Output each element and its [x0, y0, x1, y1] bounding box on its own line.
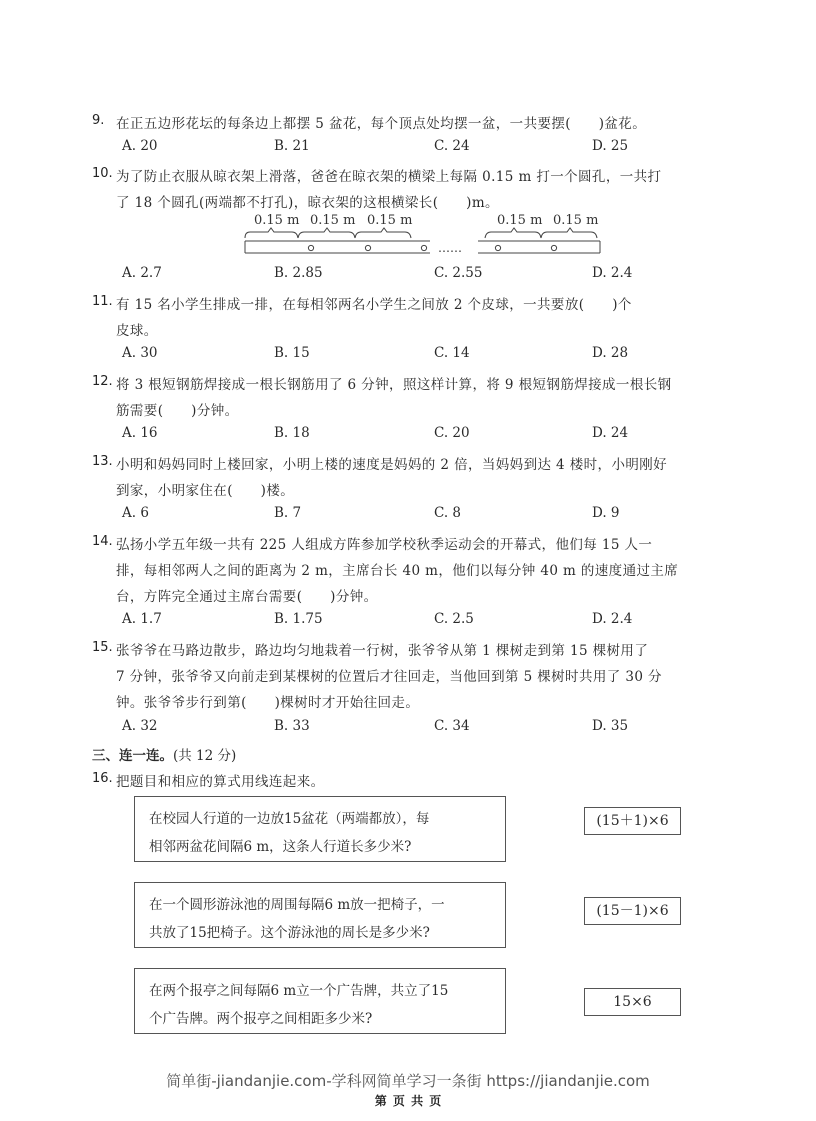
question-text: 小明和妈妈同时上楼回家，小明上楼的速度是妈妈的 2 倍，当妈妈到达 4 楼时，小明刚好	[116, 457, 668, 473]
question-text: 弘扬小学五年级一共有 225 人组成方阵参加学校秋季运动会的开幕式，他们每 15 人一	[116, 537, 653, 553]
option-a[interactable]: A. 6	[122, 505, 149, 521]
page-number: 第 页 共 页	[374, 1094, 442, 1108]
question-text: 钟。张爷爷步行到第( )棵树时才开始往回走。	[116, 695, 420, 711]
problem-line: 相邻两盆花间隔6 m，这条人行道长多少米?	[149, 839, 412, 855]
section-heading	[92, 744, 236, 764]
question-text: 排，每相邻两人之间的距离为 2 m，主席台长 40 m，他们以每分钟 40 m 的速度通过主席	[116, 563, 679, 579]
question-text: 皮球。	[116, 323, 158, 339]
problem-line: 在校园人行道的一边放15盆花（两端都放），每	[149, 811, 430, 827]
option-d[interactable]: D. 28	[592, 345, 629, 361]
option-c[interactable]: C. 8	[434, 505, 462, 521]
option-b[interactable]: B. 1.75	[274, 611, 323, 627]
segment-label: 0.15 m	[497, 213, 543, 228]
problem-line: 在一个圆形游泳池的周围每隔6 m放一把椅子，一	[149, 897, 445, 913]
brace	[485, 228, 541, 238]
question-number: 16.	[92, 771, 113, 786]
segment-label: 0.15 m	[367, 213, 413, 228]
option-c[interactable]: C. 2.55	[434, 265, 483, 281]
question-text: 7 分钟，张爷爷又向前走到某棵树的位置后才往回走，当他回到第 5 棵树时共用了 30 分	[116, 669, 662, 685]
brace	[355, 228, 411, 238]
option-a[interactable]: A. 1.7	[122, 611, 162, 627]
hole	[421, 245, 426, 250]
option-d[interactable]: D. 25	[592, 138, 629, 154]
watermark: 简单街-jiandanjie.com-学科网简单学习一条街 https://jiandanjie.com	[166, 1072, 650, 1090]
question-text: 到家，小明家住在( )楼。	[116, 483, 295, 499]
problem-line: 个广告牌。两个报亭之间相距多少米?	[149, 1011, 373, 1027]
question-number: 12.	[92, 374, 113, 389]
question-text: 把题目和相应的算式用线连起来。	[116, 774, 325, 790]
section-points: (共 12 分)	[173, 748, 237, 764]
brace	[298, 228, 355, 238]
hole	[495, 245, 500, 250]
question-text: 了 18 个圆孔(两端都不打孔)，晾衣架的这根横梁长( )m。	[116, 195, 499, 211]
option-b[interactable]: B. 15	[274, 345, 310, 361]
option-c[interactable]: C. 2.5	[434, 611, 474, 627]
section-title: 三、连一连。	[92, 748, 173, 764]
option-a[interactable]: A. 20	[122, 138, 158, 154]
question-text: 在正五边形花坛的每条边上都摆 5 盆花，每个顶点处均摆一盆，一共要摆( )盆花。	[116, 116, 647, 132]
option-c[interactable]: C. 34	[434, 718, 470, 734]
problem-line: 在两个报亭之间每隔6 m立一个广告牌，共立了15	[149, 983, 449, 999]
question-number: 11.	[92, 294, 113, 309]
question-text: 为了防止衣服从晾衣架上滑落，爸爸在晾衣架的横梁上每隔 0.15 m 打一个圆孔，一共打	[116, 169, 662, 185]
problem-box-1[interactable]	[134, 796, 506, 862]
problem-box-2[interactable]	[134, 882, 506, 948]
hole	[551, 245, 556, 250]
option-b[interactable]: B. 7	[274, 505, 302, 521]
segment-label: 0.15 m	[310, 213, 356, 228]
option-c[interactable]: C. 24	[434, 138, 470, 154]
option-b[interactable]: B. 18	[274, 425, 310, 441]
segment-label: 0.15 m	[254, 213, 300, 228]
segment-label: 0.15 m	[553, 213, 599, 228]
option-b[interactable]: B. 2.85	[274, 265, 323, 281]
beam-figure	[240, 210, 610, 262]
option-b[interactable]: B. 21	[274, 138, 310, 154]
formula-box-1[interactable]: (15＋1)×6	[584, 807, 681, 835]
question-text: 筋需要( )分钟。	[116, 403, 239, 419]
formula-box-3[interactable]: 15×6	[584, 988, 681, 1016]
question-number: 14.	[92, 534, 113, 549]
question-number: 9.	[92, 113, 105, 128]
option-b[interactable]: B. 33	[274, 718, 310, 734]
question-text: 张爷爷在马路边散步，路边均匀地栽着一行树，张爷爷从第 1 棵树走到第 15 棵树用了	[116, 643, 649, 659]
option-d[interactable]: D. 9	[592, 505, 620, 521]
option-d[interactable]: D. 35	[592, 718, 629, 734]
brace	[541, 228, 597, 238]
option-a[interactable]: A. 32	[122, 718, 158, 734]
problem-line: 共放了15把椅子。这个游泳池的周长是多少米?	[149, 925, 430, 941]
hole	[308, 245, 313, 250]
hole	[365, 245, 370, 250]
option-d[interactable]: D. 24	[592, 425, 629, 441]
problem-box-3[interactable]	[134, 968, 506, 1034]
question-number: 10.	[92, 166, 113, 181]
question-text: 台，方阵完全通过主席台需要( )分钟。	[116, 589, 378, 605]
option-d[interactable]: D. 2.4	[592, 611, 633, 627]
question-text: 将 3 根短钢筋焊接成一根长钢筋用了 6 分钟，照这样计算，将 9 根短钢筋焊接成一根长钢	[116, 377, 672, 393]
ellipsis: ……	[438, 241, 462, 255]
option-a[interactable]: A. 2.7	[122, 265, 162, 281]
option-d[interactable]: D. 2.4	[592, 265, 633, 281]
formula-box-2[interactable]: (15－1)×6	[584, 897, 681, 925]
question-number: 13.	[92, 454, 113, 469]
question-text: 有 15 名小学生排成一排，在每相邻两名小学生之间放 2 个皮球，一共要放( )个	[116, 297, 632, 313]
option-a[interactable]: A. 30	[122, 345, 158, 361]
option-a[interactable]: A. 16	[122, 425, 158, 441]
question-number: 15.	[92, 640, 113, 655]
brace	[245, 228, 298, 238]
option-c[interactable]: C. 14	[434, 345, 470, 361]
option-c[interactable]: C. 20	[434, 425, 470, 441]
